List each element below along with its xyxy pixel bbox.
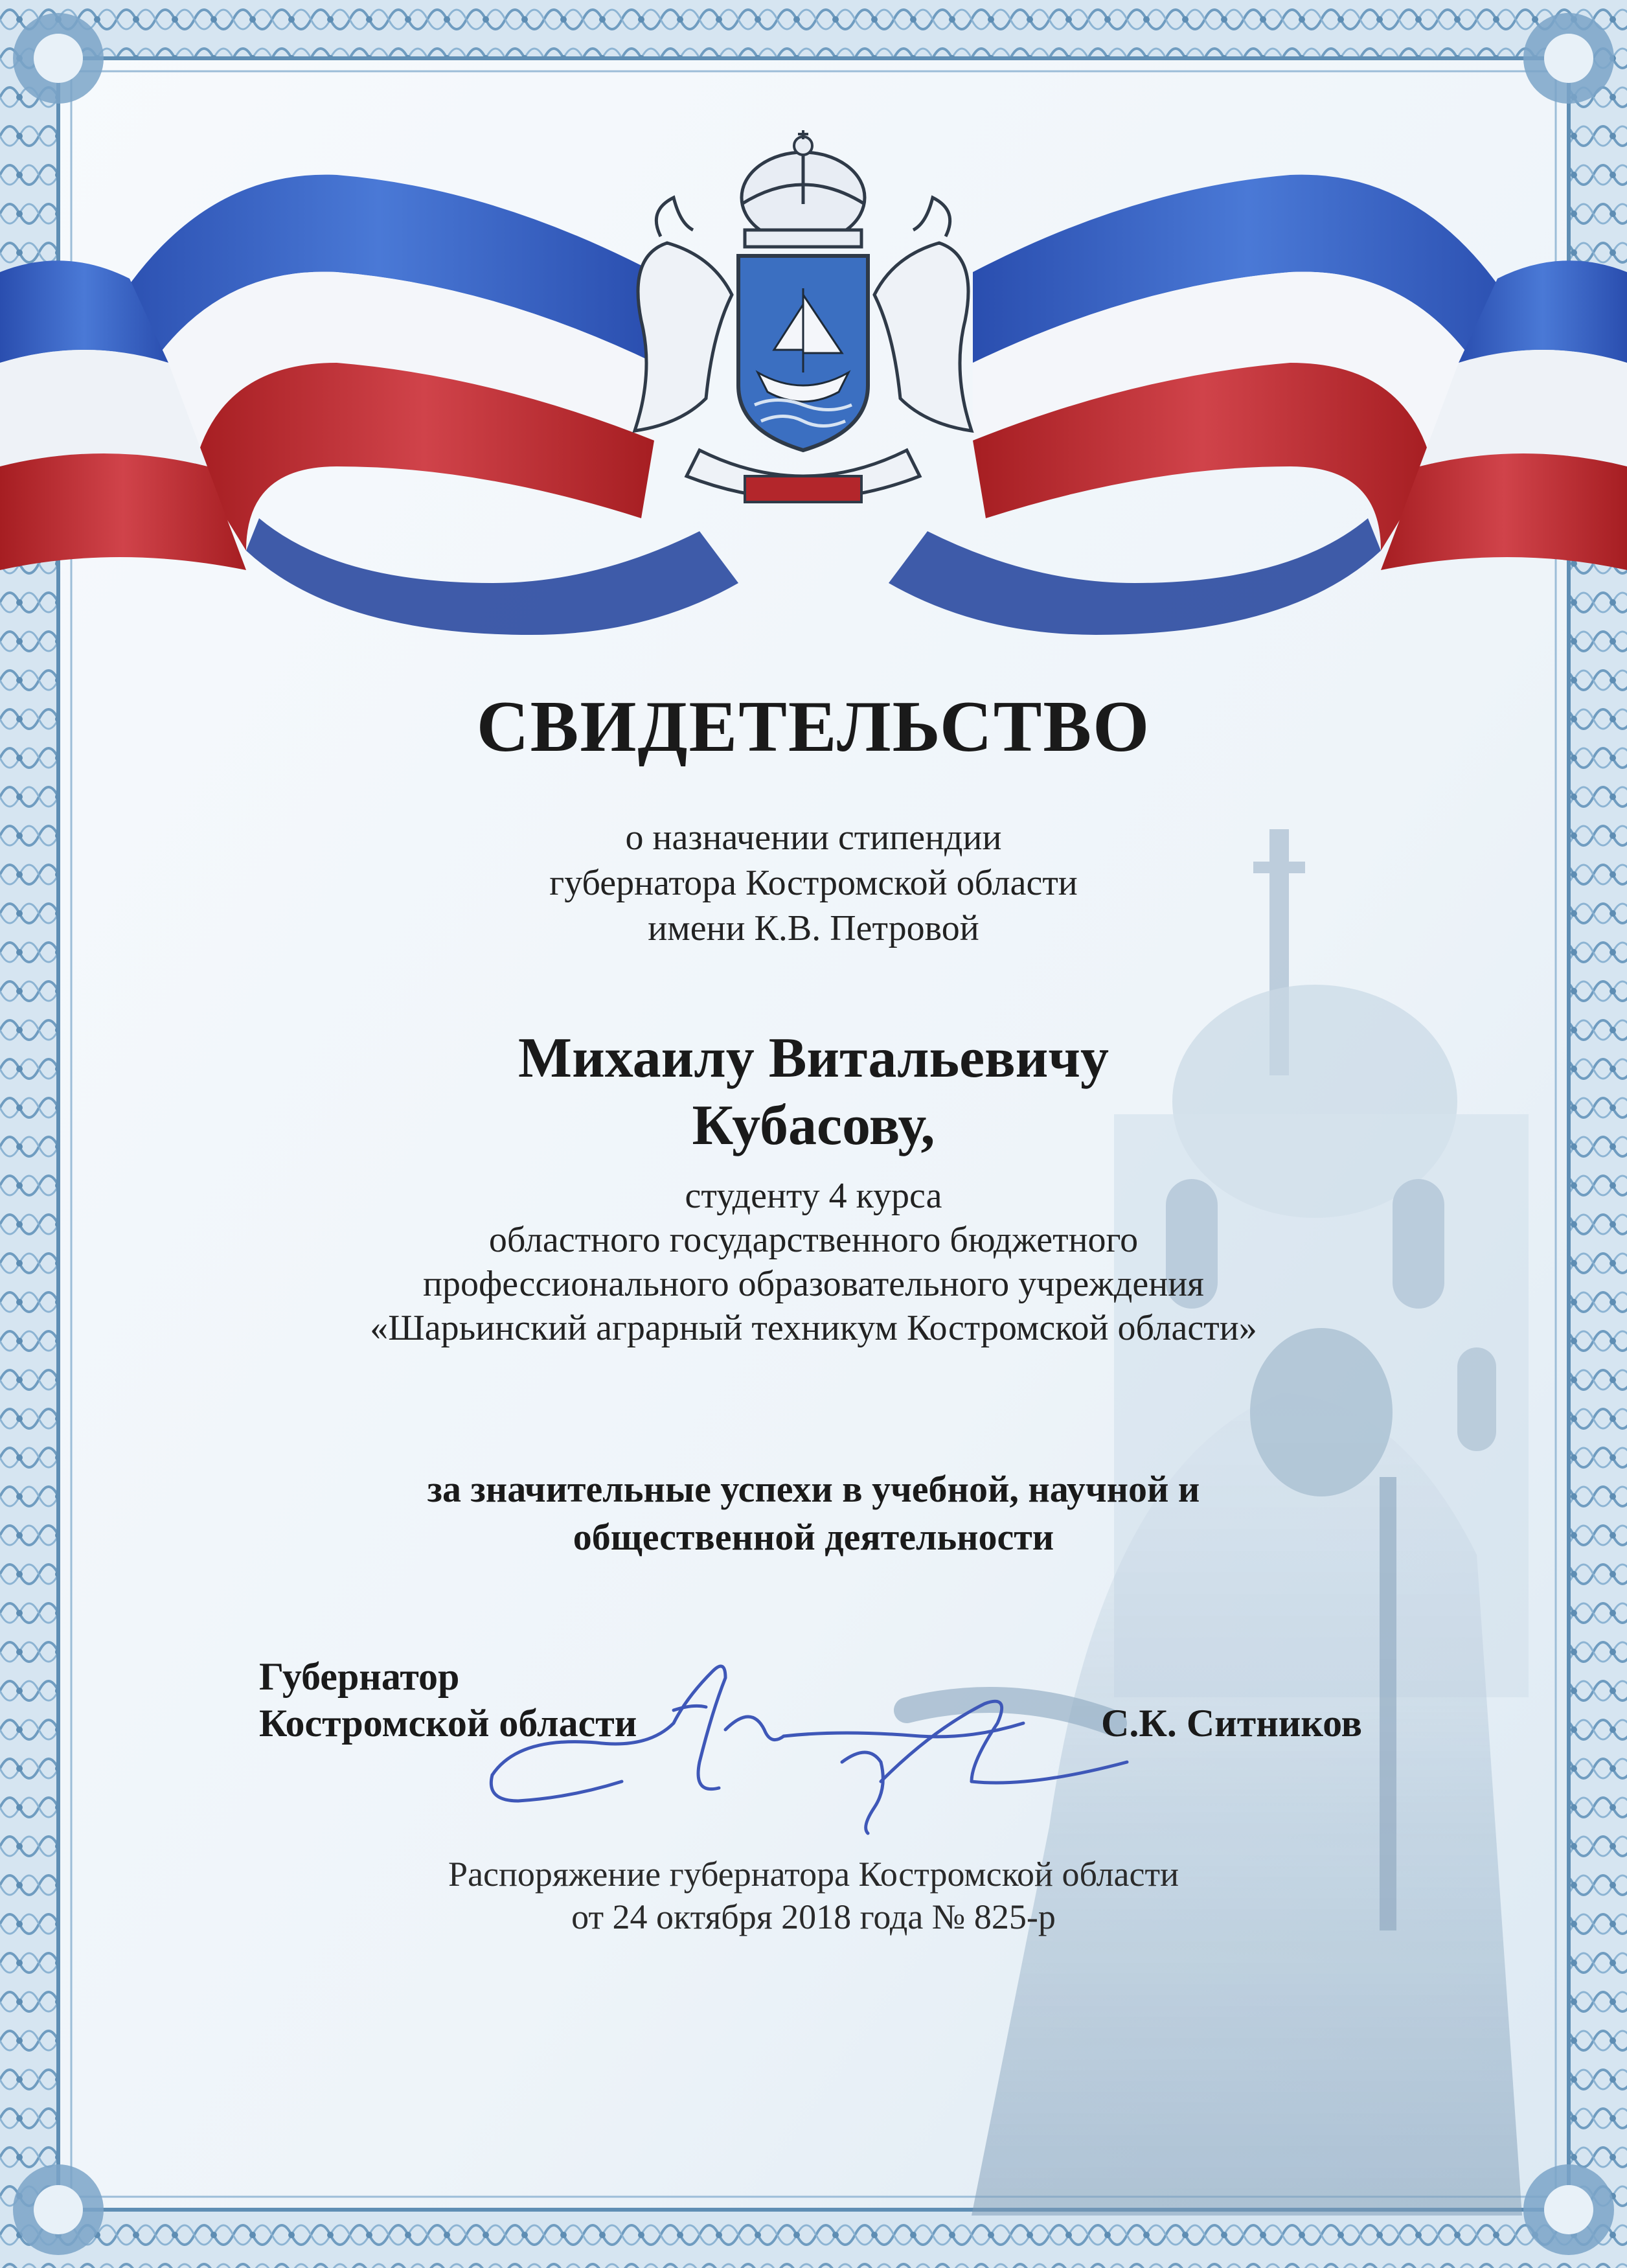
decree-line: от 24 октября 2018 года № 825-р: [571, 1897, 1056, 1936]
recipient-institution: [0, 1174, 1627, 1350]
signatory-title-line: Губернатор: [259, 1655, 460, 1698]
signatory-title-line: Костромской области: [259, 1702, 637, 1745]
recipient-line: Михаилу Витальевичу: [518, 1027, 1109, 1090]
decree-reference: [0, 1853, 1627, 1938]
institution-line: областного государственного бюджетного: [488, 1220, 1139, 1260]
merit-line: за значительные успехи в учебной, научной и: [427, 1468, 1200, 1510]
institution-line: студенту 4 курса: [685, 1176, 942, 1216]
merit-statement: [0, 1465, 1627, 1561]
subtitle-line: губернатора Костромской области: [549, 863, 1078, 903]
institution-line: профессионального образовательного учреждения: [423, 1264, 1204, 1304]
signatory-name: С.К. Ситников: [1101, 1702, 1363, 1745]
subtitle-line: о назначении стипендии: [625, 818, 1002, 858]
handwritten-signature: [479, 1632, 1140, 1840]
certificate-subtitle: [0, 815, 1627, 951]
certificate-title: СВИДЕТЕЛЬСТВО: [476, 687, 1151, 767]
kostroma-coat-of-arms-icon: [583, 126, 1023, 515]
institution-line: «Шарьинский аграрный техникум Костромской области»: [370, 1308, 1257, 1348]
recipient-name: [0, 1025, 1627, 1160]
merit-line: общественной деятельности: [573, 1516, 1054, 1558]
recipient-line: Кубасову,: [692, 1094, 935, 1157]
decree-line: Распоряжение губернатора Костромской области: [448, 1855, 1179, 1894]
subtitle-line: имени К.В. Петровой: [648, 908, 979, 948]
